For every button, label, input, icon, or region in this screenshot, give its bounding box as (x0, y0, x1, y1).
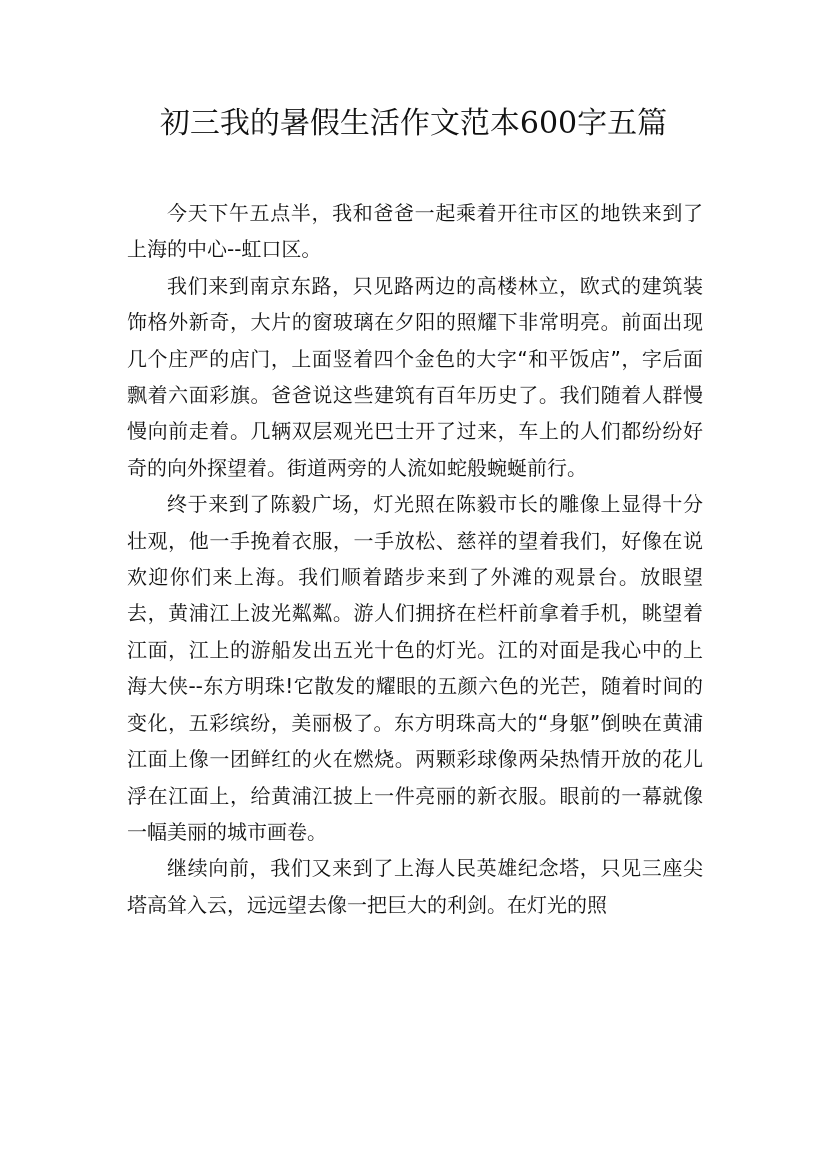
paragraph: 我们来到南京东路，只见路两边的高楼林立，欧式的建筑装饰格外新奇，大片的窗玻璃在夕阳的照耀下非常明亮。前面出现几个庄严的店门，上面竖着四个金色的大字“和平饭店”，字后面飘着六面彩旗。爸爸说这些建筑有百年历史了。我们随着人群慢慢向前走着。几辆双层观光巴士开了过来，车上的人们都纷纷好奇的向外探望着。街道两旁的人流如蛇般蜿蜒前行。 (127, 273, 703, 480)
paragraph: 今天下午五点半，我和爸爸一起乘着开往市区的地铁来到了上海的中心--虹口区。 (127, 201, 703, 262)
paragraph: 终于来到了陈毅广场，灯光照在陈毅市长的雕像上显得十分壮观，他一手挽着衣服，一手放松、慈祥的望着我们，好像在说欢迎你们来上海。我们顺着踏步来到了外滩的观景台。放眼望去，黄浦江上波光粼粼。游人们拥挤在栏杆前拿着手机，眺望着江面，江上的游船发出五光十色的灯光。江的对面是我心中的上海大侠--东方明珠!它散发的耀眼的五颜六色的光芒，随着时间的变化，五彩缤纷，美丽极了。东方明珠高大的“身躯”倒映在黄浦江面上像一团鲜红的火在燃烧。两颗彩球像两朵热情开放的花儿浮在江面上，给黄浦江披上一件亮丽的新衣服。眼前的一幕就像一幅美丽的城市画卷。 (127, 492, 703, 844)
paragraph: 继续向前，我们又来到了上海人民英雄纪念塔，只见三座尖塔高耸入云，远远望去像一把巨大的利剑。在灯光的照 (127, 856, 703, 917)
document-title: 初三我的暑假生活作文范本600字五篇 (159, 106, 668, 141)
document-body (127, 195, 703, 923)
